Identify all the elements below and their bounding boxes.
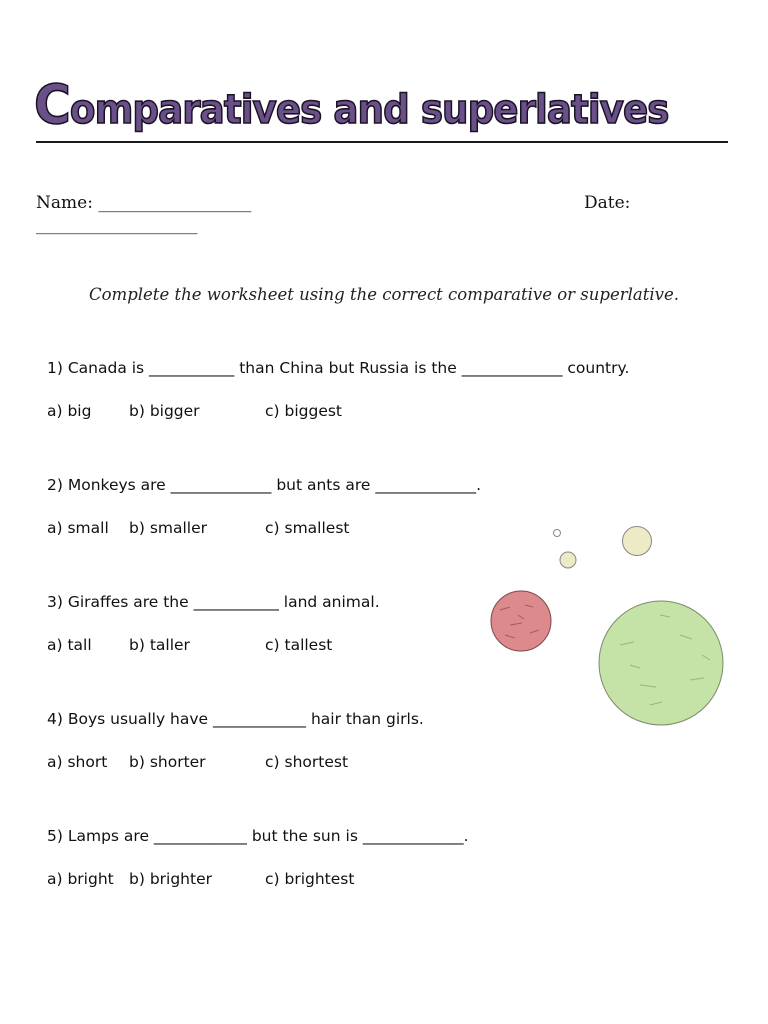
option-a: a) tall (47, 636, 92, 654)
date-field-label: Date: (584, 193, 631, 213)
question-2: 2) Monkeys are _____________ but ants are _____________. (47, 476, 482, 494)
title-underline (36, 141, 728, 143)
name-field-label: Name: __________________ (36, 193, 252, 213)
tiny-moon-icon (554, 530, 561, 537)
option-c: c) shortest (265, 753, 349, 771)
option-c: c) tallest (265, 636, 333, 654)
instructions: Complete the worksheet using the correct comparative or superlative. (89, 285, 679, 304)
option-b: b) bigger (129, 402, 200, 420)
question-3-options (47, 636, 447, 658)
question-1: 1) Canada is ___________ than China but Russia is the _____________ country. (47, 359, 630, 377)
red-planet-icon (491, 591, 551, 651)
option-c: c) smallest (265, 519, 350, 537)
option-b: b) brighter (129, 870, 212, 888)
small-moon-icon (560, 552, 576, 568)
title-rest: omparatives and superlatives (69, 87, 669, 133)
cream-moon-icon (623, 527, 652, 556)
option-c: c) brightest (265, 870, 355, 888)
date-blank-line: ___________________ (36, 215, 198, 235)
question-4: 4) Boys usually have ____________ hair than girls. (47, 710, 424, 728)
question-4-options (47, 753, 447, 775)
option-a: a) small (47, 519, 109, 537)
option-b: b) shorter (129, 753, 206, 771)
question-2-options (47, 519, 447, 541)
option-b: b) taller (129, 636, 190, 654)
option-a: a) bright (47, 870, 114, 888)
green-planet-icon (599, 601, 723, 725)
question-1-options (47, 402, 447, 424)
planets-illustration (480, 515, 740, 735)
title-first-letter: C (34, 73, 70, 136)
question-5-options (47, 870, 447, 892)
worksheet-title (34, 73, 669, 136)
option-a: a) short (47, 753, 108, 771)
question-3: 3) Giraffes are the ___________ land animal. (47, 593, 380, 611)
option-a: a) big (47, 402, 92, 420)
option-b: b) smaller (129, 519, 208, 537)
option-c: c) biggest (265, 402, 343, 420)
question-5: 5) Lamps are ____________ but the sun is _____________. (47, 827, 469, 845)
